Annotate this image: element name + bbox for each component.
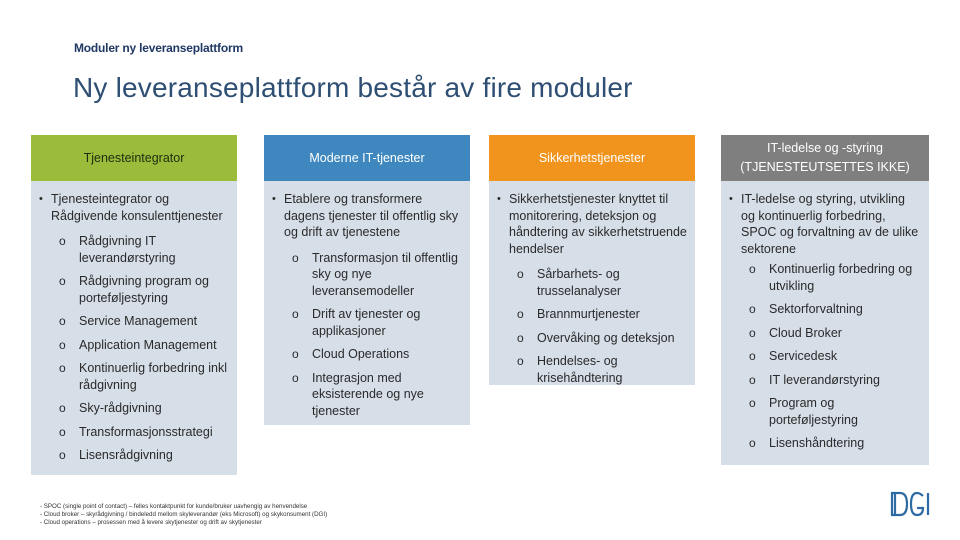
- module-tjenesteintegrator: [31, 135, 237, 475]
- list-item: o Lisensrådgivning: [59, 447, 229, 464]
- footnote: - Cloud broker – skyrådgivning / bindeledd mellom skyleverandør (eks Microsoft) og skykonsument (DGI): [40, 511, 328, 519]
- footnotes: [40, 503, 327, 528]
- module-title: Tjenesteintegrator: [83, 150, 185, 165]
- module-body: [31, 181, 237, 475]
- list-item: o Transformasjon til offentlig sky og nye leveransemodeller: [292, 250, 462, 300]
- module-sub-list: [497, 266, 687, 386]
- list-item: o IT leverandørstyring: [749, 372, 921, 389]
- list-item: o Drift av tjenester og applikasjoner: [292, 306, 462, 339]
- list-item: o Kontinuerlig forbedring og utvikling: [749, 261, 921, 294]
- module-sikkerhetstjenester: [489, 135, 695, 385]
- module-body: [721, 181, 929, 465]
- module-main-bullet: • Sikkerhetstjenester knyttet til monitorering, deteksjon og håndtering av sikkerhetstruende hendelser: [497, 191, 687, 257]
- list-item: o Cloud Operations: [292, 346, 462, 363]
- list-item: o Overvåking og deteksjon: [517, 330, 687, 347]
- list-item: o Application Management: [59, 337, 229, 354]
- module-main-bullet: • Etablere og transformere dagens tjenester til offentlig sky og drift av tjenestene: [272, 191, 462, 241]
- footnote: - SPOC (single point of contact) – felles kontaktpunkt for kunde/bruker uavhengig av henvendelse: [40, 503, 308, 510]
- list-item: o Cloud Broker: [749, 325, 921, 342]
- module-main-bullet: • Tjenesteintegrator og Rådgivende konsulenttjenester: [39, 191, 229, 224]
- list-item: o Kontinuerlig forbedring inkl rådgivning: [59, 360, 229, 393]
- list-item: o Rådgivning IT leverandørstyring: [59, 233, 229, 266]
- page-title: Ny leveranseplattform består av fire moduler: [73, 72, 633, 103]
- module-title: Moderne IT-tjenester: [309, 150, 425, 165]
- module-subtitle: (TJENESTEUTSETTES IKKE): [740, 160, 910, 174]
- module-header-moderne: [264, 135, 470, 181]
- list-item: o Transformasjonsstrategi: [59, 424, 229, 441]
- module-it-ledelse: [721, 135, 929, 465]
- module-header-sikkerhet: [489, 135, 695, 181]
- module-sub-list: [272, 250, 462, 420]
- module-title: IT-ledelse og -styring: [766, 141, 884, 155]
- module-sub-list: [729, 261, 921, 452]
- module-header-tjenesteintegrator: [31, 135, 237, 181]
- list-item: o Servicedesk: [749, 348, 921, 365]
- list-item: o Lisenshåndtering: [749, 435, 921, 452]
- list-item: o Program og porteføljestyring: [749, 395, 921, 428]
- logo-letter-g: [911, 493, 923, 515]
- list-item: o Brannmurtjenester: [517, 306, 687, 323]
- list-item: o Service Management: [59, 313, 229, 330]
- module-body: [264, 181, 470, 425]
- module-moderne-it-tjenester: [264, 135, 470, 425]
- list-item: o Integrasjon med eksisterende og nye tjenester: [292, 370, 462, 420]
- module-sub-list: [39, 233, 229, 464]
- list-item: o Hendelses- og krisehåndtering: [517, 353, 687, 386]
- list-item: o Sektorforvaltning: [749, 301, 921, 318]
- module-header-itledelse: [721, 135, 929, 181]
- module-main-bullet: • IT-ledelse og styring, utvikling og kontinuerlig forbedring, SPOC og forvaltning av de ulike sektorene: [729, 191, 921, 257]
- footnote: - Cloud operations – prosessen med å levere skytjenester og drift av skytjenester: [40, 519, 262, 527]
- list-item: o Sky-rådgivning: [59, 400, 229, 417]
- list-item: o Sårbarhets- og trusselanalyser: [517, 266, 687, 299]
- list-item: o Rådgivning program og porteføljestyring: [59, 273, 229, 306]
- module-body: [489, 181, 695, 385]
- dgi-logo: [890, 490, 930, 518]
- breadcrumb: Moduler ny leveranseplattform: [74, 41, 243, 55]
- module-title: Sikkerhetstjenester: [538, 150, 646, 165]
